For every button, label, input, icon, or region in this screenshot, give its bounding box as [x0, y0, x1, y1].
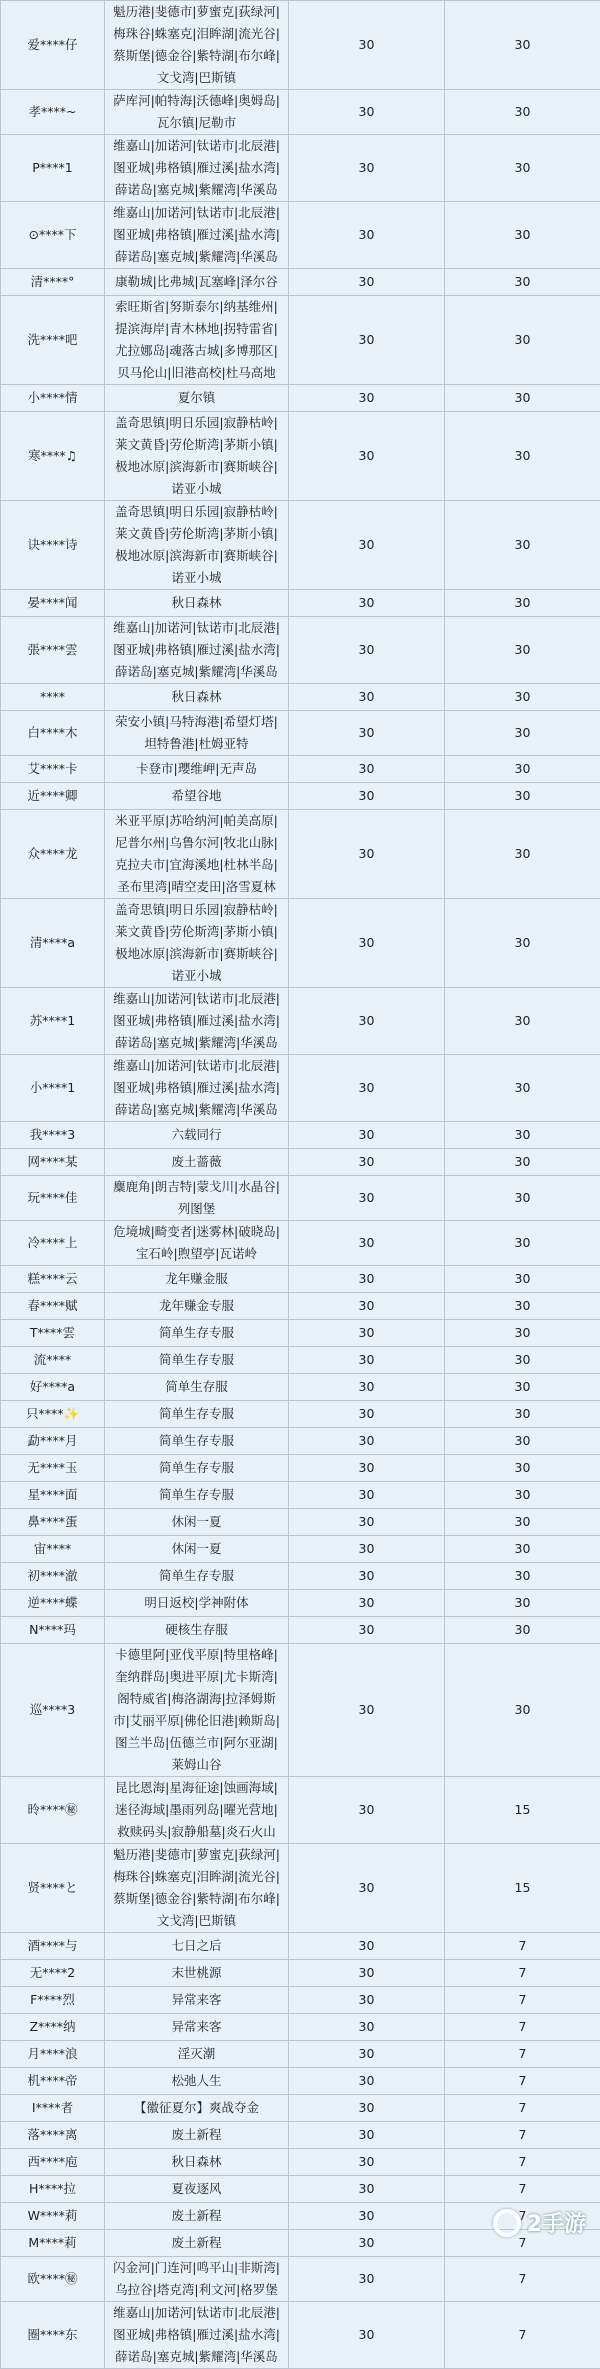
value-b-cell: 30	[445, 899, 600, 988]
table-row	[1, 501, 600, 590]
player-name-cell: 苏****1	[1, 988, 105, 1055]
value-a-cell: 30	[289, 135, 445, 202]
value-a-cell: 30	[289, 1401, 445, 1428]
value-a-cell: 30	[289, 810, 445, 899]
player-name-cell: P****1	[1, 135, 105, 202]
player-name-cell: 宙****	[1, 1536, 105, 1563]
player-name-cell: 我****3	[1, 1122, 105, 1149]
player-name-cell: 爱****仔	[1, 1, 105, 90]
server-list-cell: 荣安小镇|马特海港|希望灯塔|坦特鲁港|杜姆亚特	[105, 711, 289, 756]
player-name-cell: 欧****㊙	[1, 2257, 105, 2302]
value-a-cell: 30	[289, 2068, 445, 2095]
player-name-cell: 落****离	[1, 2122, 105, 2149]
server-list-cell: 魁历港|斐德市|萝蜜克|荻绿河|梅珠谷|蛛塞克|泪眸湖|流光谷|蔡斯堡|德金谷|紫特湖|布尔峰|文戈湾|巴斯镇	[105, 1844, 289, 1933]
server-list-cell: 维嘉山|加诺河|钛诺市|北辰港|图亚城|弗格镇|雁过溪|盐水湾|薛诺岛|塞克城|紫耀湾|华溪岛	[105, 617, 289, 684]
table-row	[1, 1960, 600, 1987]
value-a-cell: 30	[289, 412, 445, 501]
value-a-cell: 30	[289, 1563, 445, 1590]
value-a-cell: 30	[289, 1320, 445, 1347]
value-b-cell: 30	[445, 1293, 600, 1320]
player-name-cell: 圈****东	[1, 2302, 105, 2369]
logo-icon	[493, 2209, 521, 2237]
value-a-cell: 30	[289, 296, 445, 385]
value-a-cell: 30	[289, 385, 445, 412]
player-name-cell: 众****龙	[1, 810, 105, 899]
player-name-cell: 逆****蝶	[1, 1590, 105, 1617]
value-a-cell: 30	[289, 1987, 445, 2014]
value-b-cell: 7	[445, 2176, 600, 2203]
player-name-cell: Z****纳	[1, 2014, 105, 2041]
value-a-cell: 30	[289, 1347, 445, 1374]
player-name-cell: I****者	[1, 2095, 105, 2122]
server-list-cell: 夏尔镇	[105, 385, 289, 412]
table-row	[1, 1401, 600, 1428]
value-a-cell: 30	[289, 501, 445, 590]
player-name-cell: ****	[1, 684, 105, 711]
server-list-cell: 松弛人生	[105, 2068, 289, 2095]
player-name-cell: 小****1	[1, 1055, 105, 1122]
player-name-cell: W****莉	[1, 2203, 105, 2230]
value-a-cell: 30	[289, 1176, 445, 1221]
table-row	[1, 1149, 600, 1176]
server-list-cell: 简单生存专服	[105, 1428, 289, 1455]
player-name-cell: 巡****3	[1, 1644, 105, 1777]
server-list-cell: 简单生存专服	[105, 1401, 289, 1428]
table-row	[1, 1, 600, 90]
value-b-cell: 7	[445, 1933, 600, 1960]
value-a-cell: 30	[289, 988, 445, 1055]
server-list-cell: 盖奇思镇|明日乐园|寂静枯岭|莱文黄昏|劳伦斯湾|茅斯小镇|极地冰原|滨海新市|赛斯峡谷|诺亚小城	[105, 412, 289, 501]
value-b-cell: 30	[445, 1428, 600, 1455]
server-list-cell: 简单生存专服	[105, 1455, 289, 1482]
server-list-cell: 维嘉山|加诺河|钛诺市|北辰港|图亚城|弗格镇|雁过溪|盐水湾|薛诺岛|塞克城|紫耀湾|华溪岛	[105, 988, 289, 1055]
table-row	[1, 1428, 600, 1455]
table-row	[1, 1293, 600, 1320]
server-list-cell: 维嘉山|加诺河|钛诺市|北辰港|图亚城|弗格镇|雁过溪|盐水湾|薛诺岛|塞克城|紫耀湾|华溪岛	[105, 2302, 289, 2369]
table-row	[1, 2068, 600, 2095]
player-name-cell: 寒****♫	[1, 412, 105, 501]
player-name-cell: 糕****云	[1, 1266, 105, 1293]
value-a-cell: 30	[289, 1149, 445, 1176]
value-a-cell: 30	[289, 684, 445, 711]
server-list-cell: 卡登市|瓔维岬|无声岛	[105, 756, 289, 783]
value-b-cell: 30	[445, 1320, 600, 1347]
value-b-cell: 7	[445, 1960, 600, 1987]
value-b-cell: 30	[445, 1644, 600, 1777]
value-a-cell: 30	[289, 1428, 445, 1455]
player-name-cell: 流****	[1, 1347, 105, 1374]
server-list-cell: 【徽征夏尔】爽战夺金	[105, 2095, 289, 2122]
table-row	[1, 135, 600, 202]
server-list-cell: 末世桃源	[105, 1960, 289, 1987]
player-name-cell: 小****情	[1, 385, 105, 412]
value-b-cell: 30	[445, 1563, 600, 1590]
player-name-cell: ⊙****下	[1, 202, 105, 269]
value-b-cell: 30	[445, 1266, 600, 1293]
table-row	[1, 2302, 600, 2369]
player-name-cell: 清****°	[1, 269, 105, 296]
value-b-cell: 30	[445, 1176, 600, 1221]
value-a-cell: 30	[289, 711, 445, 756]
value-a-cell: 30	[289, 2041, 445, 2068]
value-b-cell: 30	[445, 590, 600, 617]
server-list-cell: 魁历港|斐德市|萝蜜克|荻绿河|梅珠谷|蛛塞克|泪眸湖|流光谷|蔡斯堡|德金谷|紫特湖|布尔峰|文戈湾|巴斯镇	[105, 1, 289, 90]
server-list-cell: 废土新程	[105, 2230, 289, 2257]
table-row	[1, 2149, 600, 2176]
player-name-cell: 洗****吧	[1, 296, 105, 385]
table-row	[1, 783, 600, 810]
watermark	[493, 2207, 586, 2238]
table-row	[1, 1221, 600, 1266]
value-a-cell: 30	[289, 1221, 445, 1266]
server-list-cell: 麋鹿角|朗吉特|蒙戈川|水晶谷|列图堡	[105, 1176, 289, 1221]
value-a-cell: 30	[289, 1266, 445, 1293]
table-row	[1, 1176, 600, 1221]
table-row	[1, 1055, 600, 1122]
table-row	[1, 1644, 600, 1777]
value-b-cell: 30	[445, 1536, 600, 1563]
server-table-body	[1, 1, 600, 2369]
value-b-cell: 30	[445, 617, 600, 684]
value-a-cell: 30	[289, 1933, 445, 1960]
value-a-cell: 30	[289, 590, 445, 617]
server-list-cell: 盖奇思镇|明日乐园|寂静枯岭|莱文黄昏|劳伦斯湾|茅斯小镇|极地冰原|滨海新市|赛斯峡谷|诺亚小城	[105, 501, 289, 590]
value-b-cell: 15	[445, 1844, 600, 1933]
player-name-cell: 清****a	[1, 899, 105, 988]
table-row	[1, 385, 600, 412]
value-a-cell: 30	[289, 1055, 445, 1122]
value-b-cell: 30	[445, 711, 600, 756]
value-b-cell: 30	[445, 1401, 600, 1428]
server-list-cell: 秋日森林	[105, 590, 289, 617]
value-a-cell: 30	[289, 899, 445, 988]
table-row	[1, 269, 600, 296]
value-b-cell: 30	[445, 1149, 600, 1176]
server-list-cell: 危境城|畸变者|迷雾林|破晓岛|宝石岭|煦望亭|瓦诺岭	[105, 1221, 289, 1266]
server-list-cell: 龙年赚金专服	[105, 1293, 289, 1320]
server-list-cell: 康勒城|比弗城|瓦塞峰|泽尔谷	[105, 269, 289, 296]
server-list-cell: 希望谷地	[105, 783, 289, 810]
table-row	[1, 2257, 600, 2302]
player-name-cell: 初****澈	[1, 1563, 105, 1590]
table-row	[1, 2176, 600, 2203]
table-row	[1, 810, 600, 899]
table-row	[1, 988, 600, 1055]
player-name-cell: 春****赋	[1, 1293, 105, 1320]
server-list-cell: 简单生存专服	[105, 1320, 289, 1347]
table-row	[1, 412, 600, 501]
value-b-cell: 30	[445, 412, 600, 501]
player-name-cell: 西****庖	[1, 2149, 105, 2176]
table-row	[1, 2041, 600, 2068]
value-b-cell: 7	[445, 2149, 600, 2176]
server-list-cell: 淫灭潮	[105, 2041, 289, 2068]
table-row	[1, 1122, 600, 1149]
value-a-cell: 30	[289, 1590, 445, 1617]
server-list-cell: 秋日森林	[105, 2149, 289, 2176]
table-row	[1, 90, 600, 135]
value-a-cell: 30	[289, 269, 445, 296]
table-row	[1, 684, 600, 711]
value-a-cell: 30	[289, 1482, 445, 1509]
server-list-cell: 明日返校|学神附体	[105, 1590, 289, 1617]
value-a-cell: 30	[289, 90, 445, 135]
value-b-cell: 30	[445, 988, 600, 1055]
value-b-cell: 30	[445, 810, 600, 899]
value-a-cell: 30	[289, 2122, 445, 2149]
value-b-cell: 30	[445, 1374, 600, 1401]
value-b-cell: 7	[445, 2014, 600, 2041]
table-row	[1, 1320, 600, 1347]
player-name-cell: 诀****诗	[1, 501, 105, 590]
player-name-cell: T****雲	[1, 1320, 105, 1347]
watermark-text: 2手游	[527, 2207, 586, 2238]
value-a-cell: 30	[289, 1617, 445, 1644]
table-row	[1, 1482, 600, 1509]
table-row	[1, 617, 600, 684]
server-list-cell: 简单生存专服	[105, 1563, 289, 1590]
table-row	[1, 296, 600, 385]
value-b-cell: 30	[445, 269, 600, 296]
server-list-cell: 废土蔷薇	[105, 1149, 289, 1176]
value-a-cell: 30	[289, 1536, 445, 1563]
player-name-cell: H****拉	[1, 2176, 105, 2203]
player-name-cell: 勐****月	[1, 1428, 105, 1455]
table-row	[1, 1536, 600, 1563]
server-list-cell: 维嘉山|加诺河|钛诺市|北辰港|图亚城|弗格镇|雁过溪|盐水湾|薛诺岛|塞克城|紫耀湾|华溪岛	[105, 135, 289, 202]
player-name-cell: 好****a	[1, 1374, 105, 1401]
table-row	[1, 2122, 600, 2149]
table-row	[1, 1617, 600, 1644]
value-b-cell: 30	[445, 1482, 600, 1509]
server-list-cell: 米亚平原|苏哈纳河|帕美高原|尼普尔州|乌鲁尔河|牧北山脉|克拉夫市|宜海溪地|杜林半岛|圣布里湾|晴空麦田|洛雪夏林	[105, 810, 289, 899]
value-b-cell: 7	[445, 2302, 600, 2369]
server-list-cell: 索旺斯省|努斯泰尔|纳基维州|提滨海岸|青木林地|拐特雷省|尤拉娜岛|魂落古城|多博那区|贝马伦山|旧港高校|杜马高地	[105, 296, 289, 385]
server-list-cell: 异常来客	[105, 1987, 289, 2014]
player-name-cell: 晏****闻	[1, 590, 105, 617]
table-row	[1, 1933, 600, 1960]
server-list-cell: 休闲一夏	[105, 1536, 289, 1563]
table-row	[1, 756, 600, 783]
table-row	[1, 2014, 600, 2041]
server-list-cell: 维嘉山|加诺河|钛诺市|北辰港|图亚城|弗格镇|雁过溪|盐水湾|薛诺岛|塞克城|紫耀湾|华溪岛	[105, 202, 289, 269]
value-a-cell: 30	[289, 2149, 445, 2176]
table-row	[1, 1509, 600, 1536]
server-list-cell: 卡德里阿|亚伐平原|特里格峰|奎纳群岛|奥进平原|尤卡斯湾|阁特威省|梅洛湖海|拉泽姆斯市|艾丽平原|佛伦旧港|赖斯岛|图兰半岛|伍德兰市|阿尔亚湖|莱姆山谷	[105, 1644, 289, 1777]
value-b-cell: 7	[445, 2203, 600, 2230]
value-a-cell: 30	[289, 1293, 445, 1320]
player-name-cell: 玩****佳	[1, 1176, 105, 1221]
player-name-cell: 贤****と	[1, 1844, 105, 1933]
player-name-cell: 近****卿	[1, 783, 105, 810]
player-name-cell: 无****玉	[1, 1455, 105, 1482]
server-list-cell: 六载同行	[105, 1122, 289, 1149]
player-name-cell: 張****雲	[1, 617, 105, 684]
value-a-cell: 30	[289, 1122, 445, 1149]
player-name-cell: 机****帝	[1, 2068, 105, 2095]
value-a-cell: 30	[289, 2257, 445, 2302]
server-list-cell: 维嘉山|加诺河|钛诺市|北辰港|图亚城|弗格镇|雁过溪|盐水湾|薛诺岛|塞克城|紫耀湾|华溪岛	[105, 1055, 289, 1122]
table-row	[1, 1374, 600, 1401]
table-row	[1, 1266, 600, 1293]
server-list-cell: 盖奇思镇|明日乐园|寂静枯岭|莱文黄昏|劳伦斯湾|茅斯小镇|极地冰原|滨海新市|赛斯峡谷|诺亚小城	[105, 899, 289, 988]
server-list-cell: 龙年赚金服	[105, 1266, 289, 1293]
value-b-cell: 30	[445, 1347, 600, 1374]
server-list-cell: 简单生存专服	[105, 1482, 289, 1509]
value-a-cell: 30	[289, 1455, 445, 1482]
player-name-cell: 网****某	[1, 1149, 105, 1176]
value-b-cell: 7	[445, 2068, 600, 2095]
player-name-cell: 艾****卡	[1, 756, 105, 783]
server-list-cell: 昆比恩海|星海征途|蚀画海域|迷径海域|墨雨列岛|曜光营地|救赎码头|寂静船墓|炎石火山	[105, 1777, 289, 1844]
value-a-cell: 30	[289, 1374, 445, 1401]
server-list-cell: 硬核生存服	[105, 1617, 289, 1644]
player-name-cell: F****烈	[1, 1987, 105, 2014]
value-b-cell: 30	[445, 1122, 600, 1149]
value-a-cell: 30	[289, 1, 445, 90]
value-b-cell: 7	[445, 2257, 600, 2302]
table-row	[1, 590, 600, 617]
value-a-cell: 30	[289, 756, 445, 783]
table-row	[1, 711, 600, 756]
table-row	[1, 1777, 600, 1844]
value-a-cell: 30	[289, 1509, 445, 1536]
table-row	[1, 1590, 600, 1617]
player-name-cell: 白****木	[1, 711, 105, 756]
value-b-cell: 30	[445, 296, 600, 385]
value-b-cell: 30	[445, 1055, 600, 1122]
table-row	[1, 2095, 600, 2122]
value-a-cell: 30	[289, 2095, 445, 2122]
value-b-cell: 30	[445, 1509, 600, 1536]
value-b-cell: 30	[445, 1221, 600, 1266]
value-b-cell: 30	[445, 90, 600, 135]
player-name-cell: 星****面	[1, 1482, 105, 1509]
player-name-cell: 只****✨	[1, 1401, 105, 1428]
table-row	[1, 1844, 600, 1933]
server-list-cell: 简单生存专服	[105, 1347, 289, 1374]
value-b-cell: 30	[445, 202, 600, 269]
value-b-cell: 30	[445, 1590, 600, 1617]
server-list-cell: 废土新程	[105, 2203, 289, 2230]
server-list-cell: 夏夜逐风	[105, 2176, 289, 2203]
value-a-cell: 30	[289, 1844, 445, 1933]
value-b-cell: 7	[445, 2122, 600, 2149]
value-b-cell: 7	[445, 2095, 600, 2122]
value-a-cell: 30	[289, 2014, 445, 2041]
server-list-cell: 休闲一夏	[105, 1509, 289, 1536]
server-list-cell: 简单生存服	[105, 1374, 289, 1401]
player-name-cell: 酒****与	[1, 1933, 105, 1960]
value-a-cell: 30	[289, 2203, 445, 2230]
value-a-cell: 30	[289, 1960, 445, 1987]
player-name-cell: N****玛	[1, 1617, 105, 1644]
value-a-cell: 30	[289, 1644, 445, 1777]
value-a-cell: 30	[289, 2176, 445, 2203]
value-b-cell: 7	[445, 2041, 600, 2068]
value-b-cell: 30	[445, 684, 600, 711]
table-row	[1, 1987, 600, 2014]
server-list-cell: 秋日森林	[105, 684, 289, 711]
player-name-cell: 孝****~	[1, 90, 105, 135]
value-b-cell: 30	[445, 135, 600, 202]
value-b-cell: 7	[445, 2230, 600, 2257]
value-a-cell: 30	[289, 783, 445, 810]
player-name-cell: 无****2	[1, 1960, 105, 1987]
value-b-cell: 30	[445, 1455, 600, 1482]
server-list-cell: 萨库河|帕特海|沃德峰|奥姆岛|瓦尔镇|尼勒市	[105, 90, 289, 135]
player-name-cell: M****莉	[1, 2230, 105, 2257]
value-b-cell: 15	[445, 1777, 600, 1844]
server-list-cell: 废土新程	[105, 2122, 289, 2149]
value-b-cell: 30	[445, 385, 600, 412]
table-row	[1, 202, 600, 269]
server-list-cell: 异常来客	[105, 2014, 289, 2041]
table-row	[1, 1563, 600, 1590]
server-list-cell: 七日之后	[105, 1933, 289, 1960]
server-list-cell: 闪金河|门连河|鸣平山|非斯湾|乌拉谷|塔克湾|利文河|格罗堡	[105, 2257, 289, 2302]
value-b-cell: 30	[445, 1, 600, 90]
value-b-cell: 30	[445, 783, 600, 810]
value-a-cell: 30	[289, 202, 445, 269]
value-a-cell: 30	[289, 2302, 445, 2369]
value-b-cell: 30	[445, 1617, 600, 1644]
value-a-cell: 30	[289, 617, 445, 684]
value-b-cell: 30	[445, 501, 600, 590]
table-row	[1, 1347, 600, 1374]
value-a-cell: 30	[289, 2230, 445, 2257]
table-row	[1, 1455, 600, 1482]
value-a-cell: 30	[289, 1777, 445, 1844]
table-row	[1, 899, 600, 988]
player-name-cell: 冷****上	[1, 1221, 105, 1266]
player-name-cell: 月****浪	[1, 2041, 105, 2068]
player-name-cell: 昤****㊙	[1, 1777, 105, 1844]
player-name-cell: 鼻****蛋	[1, 1509, 105, 1536]
value-b-cell: 7	[445, 1987, 600, 2014]
value-b-cell: 30	[445, 756, 600, 783]
